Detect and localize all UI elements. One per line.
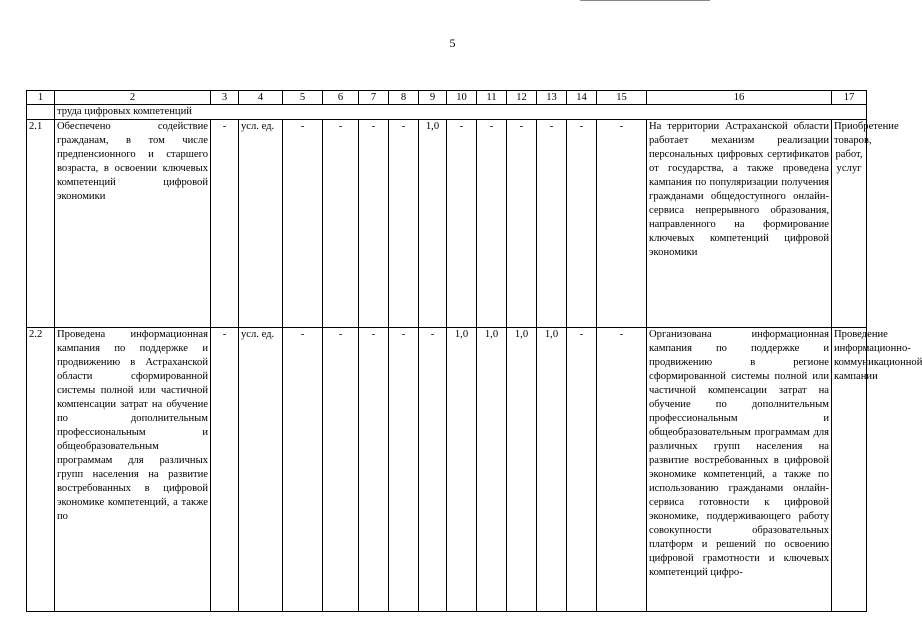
row-number: 2.2 [27,328,55,612]
cell-col14: - [567,120,597,328]
cell-result-description: Организована информационная кампания по поддержке и продвижению в регионе сформированной системы полной или частичной компенсации затрат на обучение по дополнительным профессиональным и общеобразовательным программам для различных групп населения на развитие востребованных в цифровой экономике компетенций, а также по использованию гражданами онлайн-сервиса готовности к цифровой экономике, поддерживающего работу совокупности образовательных платформ и решений по освоению цифровой грамотности и ключевых компетенций цифро- [647,328,832,612]
cell-col8: - [389,120,419,328]
cell-col11: - [477,120,507,328]
section-row [27,105,867,120]
cell-col5: - [283,328,323,612]
cell-result-description: На территории Астраханской области работает механизм реализации персональных цифровых сертификатов от государства, а также проведена кампания по популяризации получения гражданами общедоступного онлайн-сервиса непрерывного образования, направленного на формирование ключевых компетенций цифровой экономики [647,120,832,328]
cell-unit: усл. ед. [239,120,283,328]
col-header-5: 5 [283,91,323,105]
col-header-9: 9 [419,91,447,105]
cell-col7: - [359,328,389,612]
cell-col10: - [447,120,477,328]
cell-unit: усл. ед. [239,328,283,612]
col-header-2: 2 [55,91,211,105]
cell-col3: - [211,120,239,328]
col-header-14: 14 [567,91,597,105]
cell-col12: 1,0 [507,328,537,612]
cell-col14: - [567,328,597,612]
row-description: Обеспечено содействие гражданам, в том числе предпенсионного и старшего возраста, в освоении ключевых компетенций цифровой экономики [55,120,211,328]
page-number: 5 [449,36,456,50]
section-label: труда цифровых компетенций [55,105,867,120]
col-header-13: 13 [537,91,567,105]
cell-col15: - [597,328,647,612]
cell-col6: - [323,328,359,612]
col-header-15: 15 [597,91,647,105]
cell-col17: Проведение информационно-коммуникационной кампании [832,328,867,612]
cell-col10: 1,0 [447,328,477,612]
col-header-10: 10 [447,91,477,105]
col-header-17: 17 [832,91,867,105]
cell-col9: 1,0 [419,120,447,328]
col-header-11: 11 [477,91,507,105]
cell-col9: - [419,328,447,612]
col-header-7: 7 [359,91,389,105]
col-header-12: 12 [507,91,537,105]
cell-col6: - [323,120,359,328]
cell-col13: 1,0 [537,328,567,612]
col-header-8: 8 [389,91,419,105]
col-header-1: 1 [27,91,55,105]
col-header-6: 6 [323,91,359,105]
cell-col8: - [389,328,419,612]
section-num-cell [27,105,55,120]
column-header-row [27,91,867,105]
cell-col13: - [537,120,567,328]
cell-col11: 1,0 [477,328,507,612]
col-header-4: 4 [239,91,283,105]
data-table [26,90,922,612]
cell-col7: - [359,120,389,328]
cell-col12: - [507,120,537,328]
col-header-3: 3 [211,91,239,105]
cell-col15: - [597,120,647,328]
table-row [27,120,867,328]
cell-col17: Приобретение товаров, работ, услуг [832,120,867,328]
col-header-16: 16 [647,91,832,105]
cell-col3: - [211,328,239,612]
table-row [27,328,867,612]
row-number: 2.1 [27,120,55,328]
row-description: Проведена информационная кампания по поддержке и продвижению в Астраханской области сформированной системы полной или частичной компенсации затрат на обучение по дополнительным профессиональным и общеобразовательным программам для различных групп населения на развитие востребованных в цифровой экономике компетенций, а также по [55,328,211,612]
top-rule [580,0,710,2]
cell-col5: - [283,120,323,328]
